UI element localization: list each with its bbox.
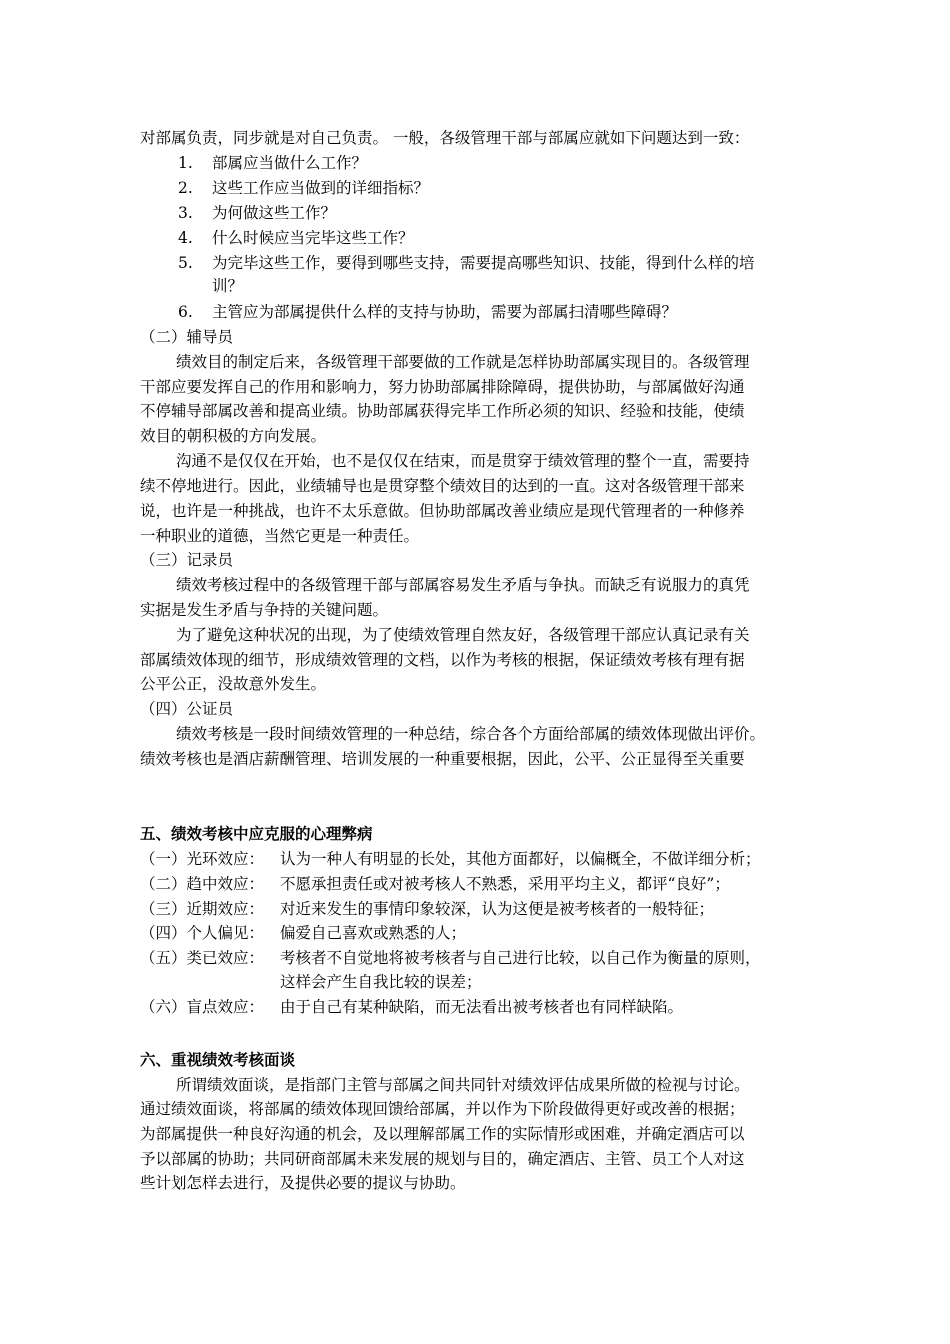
section-title-recorder: （三）记录员 — [140, 551, 234, 569]
paragraph-line: 绩效考核也是酒店薪酬管理、培训发展的一种重要根据，因此，公平、公正显得至关重要 — [140, 750, 745, 768]
list-item-number: 3. — [178, 204, 193, 222]
list-item-number: 4. — [178, 229, 193, 247]
list-item-text: 这些工作应当做到的详细指标？ — [212, 179, 430, 197]
intro-line: 对部属负责，同步就是对自己负责。 一般，各级管理干部与部属应就如下问题达到一致： — [140, 129, 750, 147]
list-item-number: 1. — [178, 154, 193, 172]
bias-item-text: 对近来发生的事情印象较深，认为这便是被考核者的一般特征； — [280, 900, 715, 918]
paragraph-line: 绩效考核过程中的各级管理干部与部属容易发生矛盾与争执。而缺乏有说服力的真凭 — [176, 576, 750, 594]
paragraph-line: 予以部属的协助；共同研商部属未来发展的规划与目的，确定酒店、主管、员工个人对这 — [140, 1150, 745, 1168]
paragraph-line: 所谓绩效面谈，是指部门主管与部属之间共同针对绩效评估成果所做的检视与讨论。 — [176, 1076, 750, 1094]
bias-item-label: （五）类已效应： — [140, 949, 265, 967]
paragraph-line: 些计划怎样去进行，及提供必要的提议与协助。 — [140, 1174, 466, 1192]
list-item-continuation: 训？ — [212, 277, 244, 295]
paragraph-line: 不停辅导部属改善和提高业绩。协助部属获得完毕工作所必须的知识、经验和技能，使绩 — [140, 402, 745, 420]
bias-item-label: （二）趋中效应： — [140, 875, 265, 893]
paragraph-line: 为部属提供一种良好沟通的机会，及以理解部属工作的实际情形或困难，并确定酒店可以 — [140, 1125, 745, 1143]
list-item-number: 6. — [178, 303, 193, 321]
bias-item-text: 由于自己有某种缺陷，而无法看出被考核者也有同样缺陷。 — [280, 998, 684, 1016]
bias-item-text: 不愿承担责任或对被考核人不熟悉，采用平均主义，都评“良好”； — [280, 875, 730, 893]
bias-item-label: （四）个人偏见： — [140, 924, 265, 942]
paragraph-line: 公平公正，没故意外发生。 — [140, 675, 327, 693]
section-title-tutor: （二）辅导员 — [140, 328, 234, 346]
bias-item-text: 认为一种人有明显的长处，其他方面都好，以偏概全，不做详细分析； — [280, 850, 761, 868]
bias-item-continuation: 这样会产生自我比较的误差； — [280, 973, 482, 991]
paragraph-line: 绩效考核是一段时间绩效管理的一种总结，综合各个方面给部属的绩效体现做出评价。 — [176, 725, 766, 743]
paragraph-line: 续不停地进行。因此，业绩辅导也是贯穿整个绩效目的达到的一直。这对各级管理干部来 — [140, 477, 745, 495]
paragraph-line: 效目的朝积极的方向发展。 — [140, 427, 327, 445]
bias-item-text: 考核者不自觉地将被考核者与自己进行比较，以自己作为衡量的原则， — [280, 949, 761, 967]
list-item-text: 部属应当做什么工作？ — [212, 154, 368, 172]
paragraph-line: 实据是发生矛盾与争持的关键问题。 — [140, 601, 389, 619]
paragraph-line: 通过绩效面谈，将部属的绩效体现回馈给部属，并以作为下阶段做得更好或改善的根据； — [140, 1100, 745, 1118]
list-item-text: 为何做这些工作？ — [212, 204, 337, 222]
paragraph-line: 干部应要发挥自己的作用和影响力，努力协助部属排除障碍，提供协助，与部属做好沟通 — [140, 378, 745, 396]
list-item-number: 2. — [178, 179, 193, 197]
list-item-text: 主管应为部属提供什么样的支持与协助，需要为部属扫清哪些障碍？ — [212, 303, 678, 321]
list-item-number: 5. — [178, 254, 193, 272]
list-item-text: 什么时候应当完毕这些工作？ — [212, 229, 414, 247]
section-heading-interview: 六、重视绩效考核面谈 — [140, 1051, 296, 1069]
paragraph-line: 绩效目的制定后来，各级管理干部要做的工作就是怎样协助部属实现目的。各级管理 — [176, 353, 750, 371]
list-item-text: 为完毕这些工作，要得到哪些支持，需要提高哪些知识、技能，得到什么样的培 — [212, 254, 755, 272]
paragraph-line: 部属绩效体现的细节，形成绩效管理的文档，以作为考核的根据，保证绩效考核有理有据 — [140, 651, 745, 669]
bias-item-label: （三）近期效应： — [140, 900, 265, 918]
section-title-notary: （四）公证员 — [140, 700, 234, 718]
paragraph-line: 为了避免这种状况的出现，为了使绩效管理自然友好，各级管理干部应认真记录有关 — [176, 626, 750, 644]
section-heading-psychology: 五、绩效考核中应克服的心理弊病 — [140, 825, 373, 843]
bias-item-label: （一）光环效应： — [140, 850, 265, 868]
bias-item-label: （六）盲点效应： — [140, 998, 265, 1016]
paragraph-line: 一种职业的道德，当然它更是一种责任。 — [140, 527, 420, 545]
paragraph-line: 沟通不是仅仅在开始，也不是仅仅在结束，而是贯穿于绩效管理的整个一直，需要持 — [176, 452, 750, 470]
paragraph-line: 说，也许是一种挑战，也许不太乐意做。但协助部属改善业绩应是现代管理者的一种修养 — [140, 502, 745, 520]
bias-item-text: 偏爱自己喜欢或熟悉的人； — [280, 924, 467, 942]
